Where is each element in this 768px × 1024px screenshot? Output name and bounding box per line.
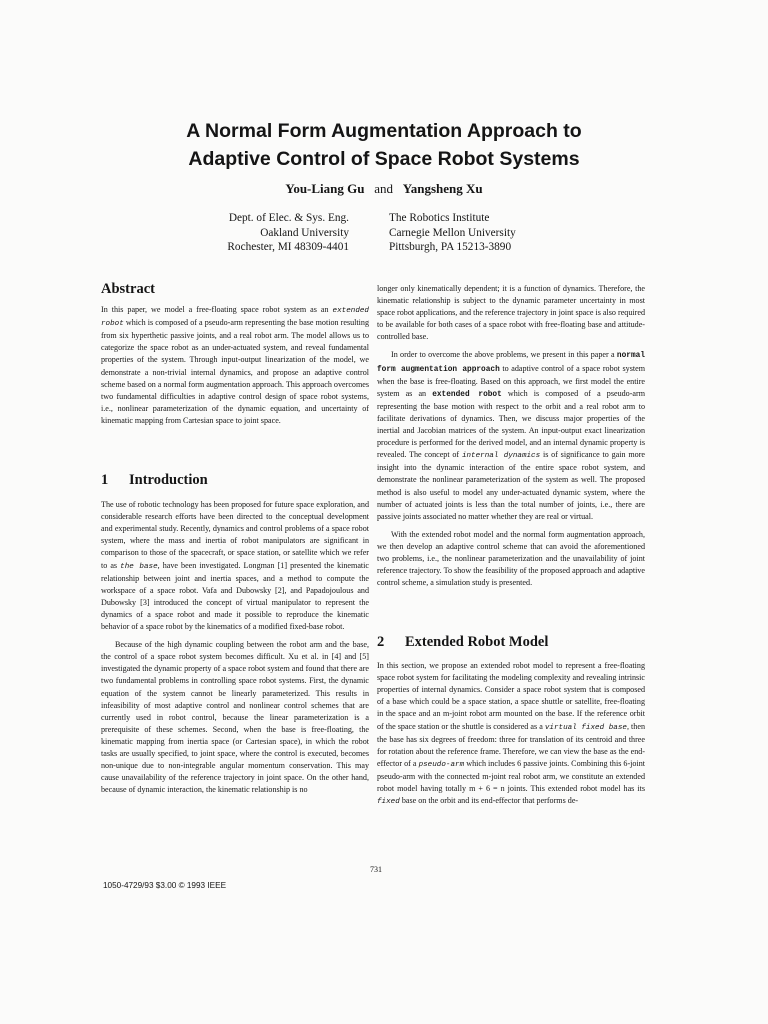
text-run: In this section, we propose an extended robot model to represent a free-floating space robot system for facilitating the modeling complexity and revealing intrinsic properties of internal dynamics. Consider a space robot system that is composed of a base which could be a space station, a space shuttle or satellite, free-floating in the space and an m-joint robot arm mounted on the base. If the reference orbit of the space station or the shuttle is considered as a	[377, 661, 645, 731]
left-column	[101, 283, 369, 427]
section-number: 2	[377, 634, 385, 650]
text-run-emph: virtual fixed base	[544, 723, 627, 732]
text-run: which includes 6 passive joints. Combining this 6-joint pseudo-arm with the connected m-joint real robot arm, we constitute an extended robot model having totally m + 6 = n joints. This extended robot model has its	[377, 758, 646, 794]
section-title: Introduction	[129, 472, 208, 488]
page-number: 731	[370, 865, 382, 874]
affiliation-2	[389, 211, 516, 255]
abstract-heading: Abstract	[101, 281, 155, 297]
text-run: In this paper, we model a free-floating space robot system as an	[101, 305, 329, 315]
text-run: , then the base has six degrees of freedom: three for translation of its centroid and three for rotation about the reference frame. Therefore, we can view the base as the end-effector of a	[377, 721, 645, 768]
right-paragraph-1	[377, 349, 645, 522]
text-run-emph: extended robot	[101, 307, 369, 329]
affiliation-2-line: Pittsburgh, PA 15213-3890	[389, 241, 512, 253]
text-run: to adaptive control of a space robot system when the base is free-floating. Based on this approach, we first model the entire system as an	[377, 363, 645, 398]
intro-paragraph-1	[101, 499, 369, 633]
author-2: Yangsheng Xu	[402, 181, 483, 196]
text-run-emph: the base	[120, 562, 158, 571]
text-run: , have been investigated. Longman [1] presented the kinematic relationship between joint and inertia spaces, and a method to compute the workspace of a space robot. Vafa and Dubowsky [2], and Papadojoulous and Dubowsky [3] introduced the concept of virtual manipulator to represent the dynamics of a space robot and made it possible to reproduce the kinematic behavior of a space robot by the kinematics of a modified fixed-base robot.	[101, 560, 370, 632]
abstract-text	[101, 304, 369, 427]
title-line-1: A Normal Form Augmentation Approach to	[186, 120, 582, 142]
text-run: which is composed of a pseudo-arm representing the base motion resulting from six hyperthetic passive joints, and a real robot arm. The model allows us to categorize the space robot as an under-actuated system, and reveal fundamental properties of the system. Through input-output linearization of the model, we demonstrate a non-trivial internal dynamics, and propose an adaptive control scheme based on a normal form augmentation approach. This approach overcomes two fundamental difficulties in adaptive control design of space robot systems, i.e., nonlinear parameterization of the dynamic equation, and uncertainty of kinematic mapping from Cartesian space to joint space.	[101, 318, 369, 425]
section2-paragraph-1	[377, 660, 645, 808]
right-paragraph-2: With the extended robot model and the normal form augmentation approach, we then develop an adaptive control scheme that can avoid the aforementioned two problems, i.e., the nonlinear parameterization and the unavailability of joint reference trajectory. To show the feasibility of the proposed approach and adaptive control scheme, a simulation study is presented.	[377, 529, 645, 588]
text-run-emph: fixed	[377, 798, 400, 807]
text-run-emph: pseudo-arm	[418, 760, 465, 769]
affiliation-1-line: Dept. of Elec. & Sys. Eng.	[228, 212, 349, 224]
text-run-bold: normal form augmentation approach	[377, 352, 645, 374]
affiliation-1-line: Rochester, MI 48309-4401	[227, 241, 349, 253]
authors	[0, 181, 768, 197]
intro-paragraph-2: Because of the high dynamic coupling between the robot arm and the base, the control of a space robot system becomes difficult. Xu et al. in [4] and [5] investigated the dynamic property of a space robot system and found that there are two fundamental problems in controlling space robot systems. First, the dynamic equation of the system cannot be linearly parameterized. This results in infeasibility of most adaptive control and nonlinear control schemes that are currently used in robot control, because the linear parameterization is a prerequisite of these schemes. Second, when the base is free-floating, the kinematic mapping from inertia space (or Cartesian space), in which the robot tasks are usually specified, to joint space, where the control is executed, becomes non-unique due to non-integrable angular momentum conservation. This may cause unavailability of the reference trajectory in joint space. On the other hand, because of dynamic interaction, the kinematic relationship is no	[101, 640, 369, 795]
right-paragraph-0: longer only kinematically dependent; it is a function of dynamics. Therefore, the kinematic relationship is subject to the dynamic parameter uncertainty in most space robot applications, and the reference trajectory in joint space is also required to be available for both cases of a space robot with free-floating base and attitude-controlled base.	[377, 284, 645, 342]
intro-heading	[101, 474, 369, 486]
section2-heading	[377, 636, 645, 648]
title-line-2: Adaptive Control of Space Robot Systems	[188, 148, 580, 170]
text-run-bold: extended robot	[432, 390, 502, 399]
right-column	[377, 283, 645, 589]
section-number: 1	[101, 472, 109, 488]
text-run: which is composed of a pseudo-arm representing the base motion with respect to the orbit and a real robot arm to facilitate derivations of dynamics. Then, we discuss major properties of the inertial and Jacobian matrices of the system. An input-output exact linearization procedure is performed for the derived model, and an internal dynamic property is revealed. The concept of	[377, 388, 645, 460]
paper-title	[120, 117, 648, 173]
text-run: is of significance to gain more insight into the dynamic interaction of the entire space robot system, and demonstrate the nonlinear parameterization of the system as well. The proposed method is also useful to model any under-actuated dynamic system, where the number of actuated joints is less than the total number of joints, i.e., there are passive joints associated no matter whether they are real or virtual.	[377, 450, 645, 521]
author-1: You-Liang Gu	[285, 181, 365, 196]
right-column-section2	[377, 636, 645, 808]
affiliation-2-line: Carnegie Mellon University	[389, 226, 516, 239]
affiliation-2-line: The Robotics Institute	[389, 212, 490, 224]
copyright-footer: 1050-4729/93 $3.00 © 1993 IEEE	[103, 881, 227, 890]
section-title: Extended Robot Model	[405, 634, 549, 650]
affiliation-1-line: Oakland University	[260, 226, 349, 239]
text-run: The use of robotic technology has been proposed for future space exploration, and considerable research efforts have been directed to the conceptual development and experimental study. Recently, dynamics and control problems of a space robot system, where the mass and inertia of robot manipulators are significant in comparison to those of the spacecraft, or space station, or satellite which we refer to as	[101, 500, 369, 570]
text-run-emph: internal dynamics	[461, 452, 541, 461]
left-column-intro	[101, 474, 369, 796]
text-run: In order to overcome the above problems, we present in this paper a	[391, 350, 615, 360]
author-and: and	[374, 181, 394, 196]
text-run: base on the orbit and its end-effector that performs de-	[401, 796, 579, 806]
affiliation-1	[227, 211, 349, 255]
